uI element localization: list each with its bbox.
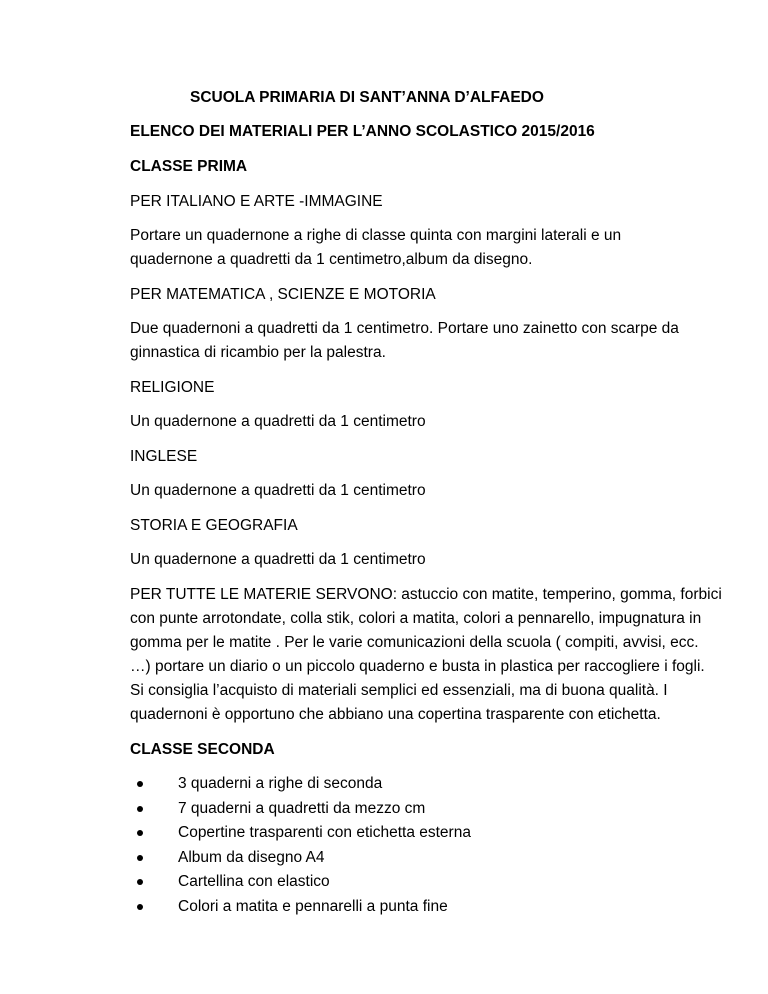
section-body-storia: Un quadernone a quadretti da 1 centimetro xyxy=(130,551,426,568)
body-line: con punte arrotondate, colla stik, colori a matita, colori a pennarello, impugnatura in xyxy=(130,610,702,627)
bullet-icon xyxy=(137,855,143,861)
classe-prima-heading: CLASSE PRIMA xyxy=(130,158,248,175)
general-materials-paragraph xyxy=(130,583,742,727)
section-body-religione: Un quadernone a quadretti da 1 centimetro xyxy=(130,413,426,430)
body-line: quadernoni è opportuno che abbiano una copertina trasparente con etichetta. xyxy=(130,706,661,723)
section-body-matematica xyxy=(130,317,742,365)
section-title-italiano: PER ITALIANO E ARTE -IMMAGINE xyxy=(130,193,383,210)
body-line: Portare un quadernone a righe di classe quinta con margini laterali e un xyxy=(130,227,622,244)
bullet-icon xyxy=(137,830,143,836)
list-item-text: Album da disegno A4 xyxy=(178,848,325,866)
body-line: …) portare un diario o un piccolo quaderno e busta in plastica per raccogliere i fogli. xyxy=(130,658,705,675)
body-line: PER TUTTE LE MATERIE SERVONO: astuccio con matite, temperino, gomma, forbici xyxy=(130,586,722,603)
bullet-icon xyxy=(137,806,143,812)
bullet-icon xyxy=(137,879,143,885)
bullet-icon xyxy=(137,781,143,787)
section-body-inglese: Un quadernone a quadretti da 1 centimetro xyxy=(130,482,426,499)
bullet-icon xyxy=(137,904,143,910)
section-body-italiano xyxy=(130,224,742,272)
list-item xyxy=(130,772,742,797)
classe-seconda-list xyxy=(130,772,742,919)
body-line: quadernone a quadretti da 1 centimetro,album da disegno. xyxy=(130,251,533,268)
list-item-text: 3 quaderni a righe di seconda xyxy=(178,775,383,792)
body-line: Si consiglia l’acquisto di materiali semplici ed essenziali, ma di buona qualità. I xyxy=(130,682,668,699)
classe-seconda-heading: CLASSE SECONDA xyxy=(130,741,275,758)
section-title-religione: RELIGIONE xyxy=(130,379,215,396)
list-item xyxy=(130,870,742,895)
body-line: Due quadernoni a quadretti da 1 centimetro. Portare uno zainetto con scarpe da xyxy=(130,320,679,337)
body-line: ginnastica di ricambio per la palestra. xyxy=(130,344,386,361)
section-title-matematica: PER MATEMATICA , SCIENZE E MOTORIA xyxy=(130,286,436,303)
list-title: ELENCO DEI MATERIALI PER L’ANNO SCOLASTICO 2015/2016 xyxy=(130,123,595,140)
school-title: SCUOLA PRIMARIA DI SANT’ANNA D’ALFAEDO xyxy=(190,89,544,106)
list-item-text: Cartellina con elastico xyxy=(178,873,330,890)
body-line: gomma per le matite . Per le varie comunicazioni della scuola ( compiti, avvisi, ecc. xyxy=(130,634,699,651)
section-title-storia: STORIA E GEOGRAFIA xyxy=(130,517,298,534)
list-item xyxy=(130,797,742,822)
list-item xyxy=(130,821,742,846)
list-item-text: 7 quaderni a quadretti da mezzo cm xyxy=(178,799,426,817)
list-item xyxy=(130,846,742,871)
list-item-text: Colori a matita e pennarelli a punta fine xyxy=(178,897,448,915)
list-item-text: Copertine trasparenti con etichetta esterna xyxy=(178,824,471,841)
list-item xyxy=(130,895,742,920)
section-title-inglese: INGLESE xyxy=(130,448,198,465)
